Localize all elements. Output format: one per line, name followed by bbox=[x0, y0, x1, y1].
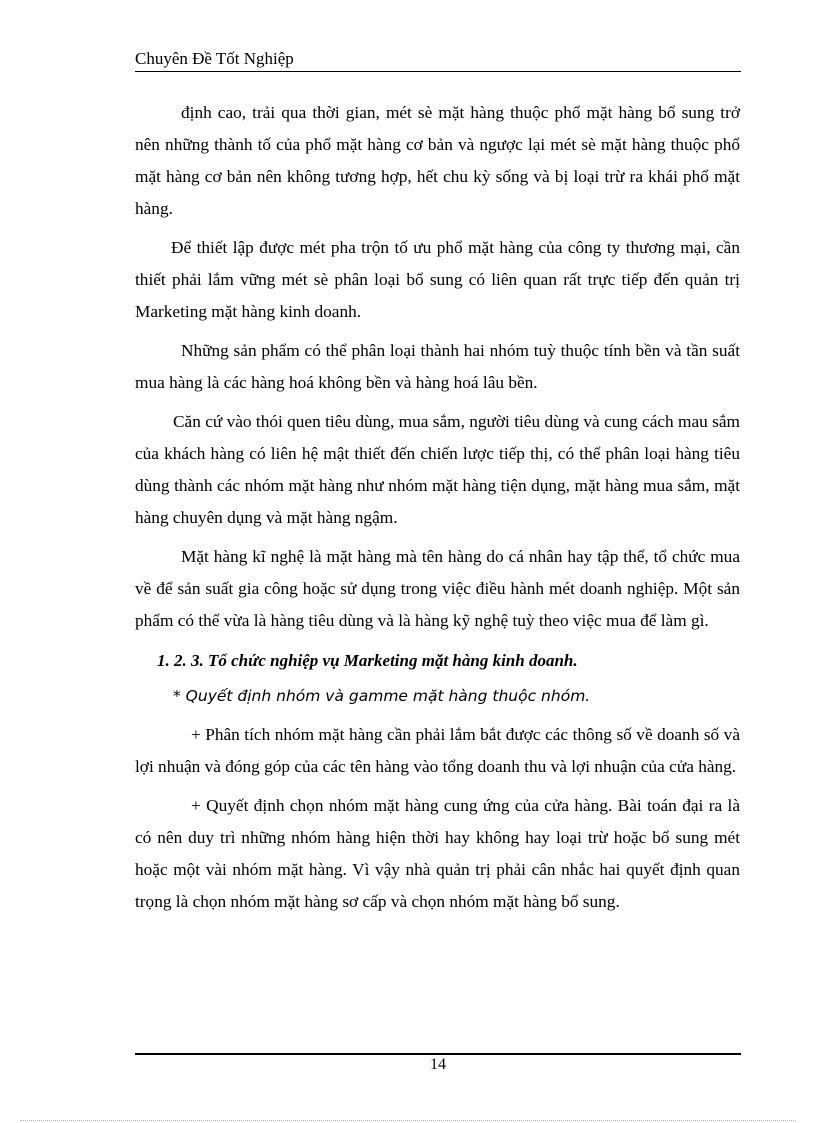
page-number: 14 bbox=[430, 1056, 446, 1073]
paragraph-consumer-habits: Căn cứ vào thói quen tiêu dùng, mua sắm, người tiêu dùng và cung cách mau sắm của khách hàng có liên hệ mật thiết đến chiến lược tiếp thị, có thể phân loại hàng tiêu dùng thành các nhóm mặt hàng như nhóm mặt hàng tiện dụng, mặt hàng mua sắm, mặt hàng chuyên dụng và mặt hàng ngậm. bbox=[135, 412, 740, 527]
paragraph-durability: Những sản phẩm có thể phân loại thành hai nhóm tuỳ thuộc tính bền và tần suất mua hàng là các hàng hoá không bền và hàng hoá lâu bền. bbox=[135, 341, 740, 392]
section-heading: 1. 2. 3. Tổ chức nghiệp vụ Marketing mặt hàng kinh doanh. bbox=[157, 651, 578, 670]
paragraph-product-mix-continuation: định cao, trải qua thời gian, mét sè mặt hàng thuộc phổ mặt hàng bổ sung trở nên những thành tố của phổ mặt hàng cơ bản và ngược lại mét sè mặt hàng thuộc phổ mặt hàng cơ bản nên không tương hợp, hết chu kỳ sống và bị loại trừ ra khái phổ mặt hàng. bbox=[135, 103, 740, 218]
page-bottom-edge bbox=[20, 1120, 796, 1121]
section-subheading: * Quyết định nhóm và gamme mặt hàng thuộc nhóm. bbox=[173, 687, 591, 705]
list-item-analysis: + Phân tích nhóm mặt hàng cần phải lắm bắt được các thông số về doanh số và lợi nhuận và đóng góp của các tên hàng vào tổng doanh thu và lợi nhuận của cửa hàng. bbox=[135, 725, 740, 776]
paragraph-industrial-goods: Mặt hàng kĩ nghệ là mặt hàng mà tên hàng do cá nhân hay tập thể, tổ chức mua về để sản suất gia công hoặc sử dụng trong việc điều hành mét doanh nghiệp. Một sản phẩm có thể vừa là hàng tiêu dùng và là hàng kỹ nghệ tuỳ theo việc mua để làm gì. bbox=[135, 547, 740, 630]
list-item-decision: + Quyết định chọn nhóm mặt hàng cung ứng của cửa hàng. Bài toán đại ra là có nên duy trì những nhóm hàng hiện thời hay không hay loại trừ hoặc bổ sung mét hoặc một vài nhóm mặt hàng. Vì vậy nhà quản trị phải cân nhắc hai quyết định quan trọng là chọn nhóm mặt hàng sơ cấp và chọn nhóm mặt hàng bổ sung. bbox=[135, 796, 740, 911]
document-body bbox=[135, 97, 740, 918]
paragraph-classification: Để thiết lập được mét pha trộn tố ưu phổ mặt hàng của công ty thương mại, cần thiết phải lắm vững mét sè phân loại bổ sung có liên quan rất trực tiếp đến quản trị Marketing mặt hàng kinh doanh. bbox=[135, 238, 740, 321]
page-header: Chuyên Đề Tốt Nghiệp bbox=[135, 48, 741, 72]
